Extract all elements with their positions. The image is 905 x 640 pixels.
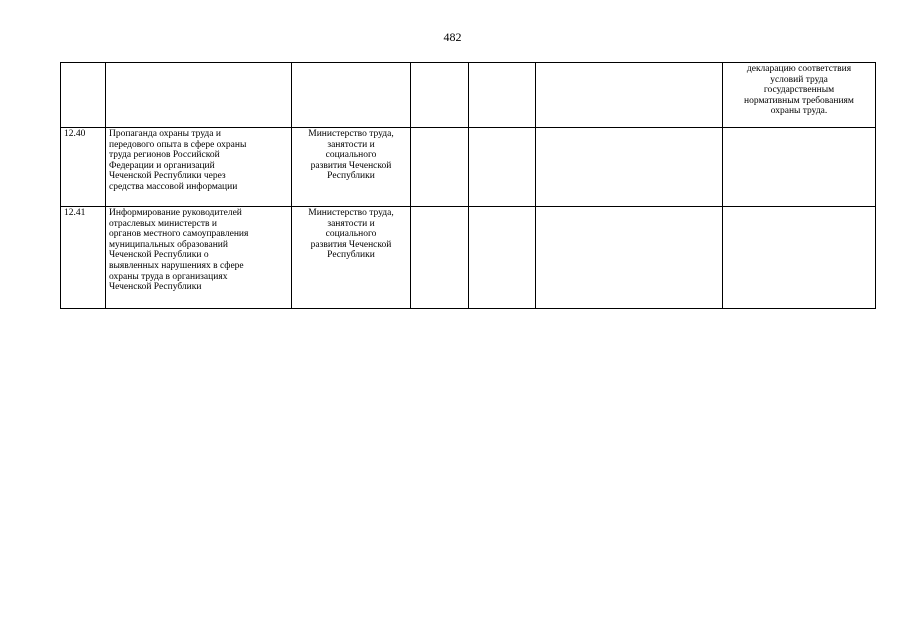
table-row-12-40	[61, 128, 876, 207]
cell-number: 12.40	[61, 128, 106, 207]
table-row-12-41	[61, 207, 876, 309]
cell-executor: Министерство труда, занятости и социального развития Чеченской Республики	[292, 128, 411, 207]
cell-col5	[469, 128, 536, 207]
cell-number	[61, 63, 106, 128]
cell-result: декларацию соответствия условий труда государственным нормативным требованиям охраны труда.	[723, 63, 876, 128]
cell-col4	[411, 207, 469, 309]
cell-number: 12.41	[61, 207, 106, 309]
cell-event: Пропаганда охраны труда и передового опыта в сфере охраны труда регионов Российской Федерации и организаций Чеченской Республики через средства массовой информации	[106, 128, 292, 207]
measures-table	[60, 62, 876, 309]
table-row-continuation	[61, 63, 876, 128]
cell-col6	[536, 207, 723, 309]
cell-executor: Министерство труда, занятости и социального развития Чеченской Республики	[292, 207, 411, 309]
cell-col5	[469, 207, 536, 309]
cell-col4	[411, 128, 469, 207]
cell-event	[106, 63, 292, 128]
cell-col4	[411, 63, 469, 128]
page-number: 482	[443, 30, 462, 44]
cell-col5	[469, 63, 536, 128]
cell-executor	[292, 63, 411, 128]
cell-result	[723, 207, 876, 309]
cell-col6	[536, 128, 723, 207]
cell-event: Информирование руководителей отраслевых министерств и органов местного самоуправления муниципальных образований Чеченской Республики о выявленных нарушениях в сфере охраны труда в организациях Чеченской Республики	[106, 207, 292, 309]
cell-result	[723, 128, 876, 207]
cell-col6	[536, 63, 723, 128]
